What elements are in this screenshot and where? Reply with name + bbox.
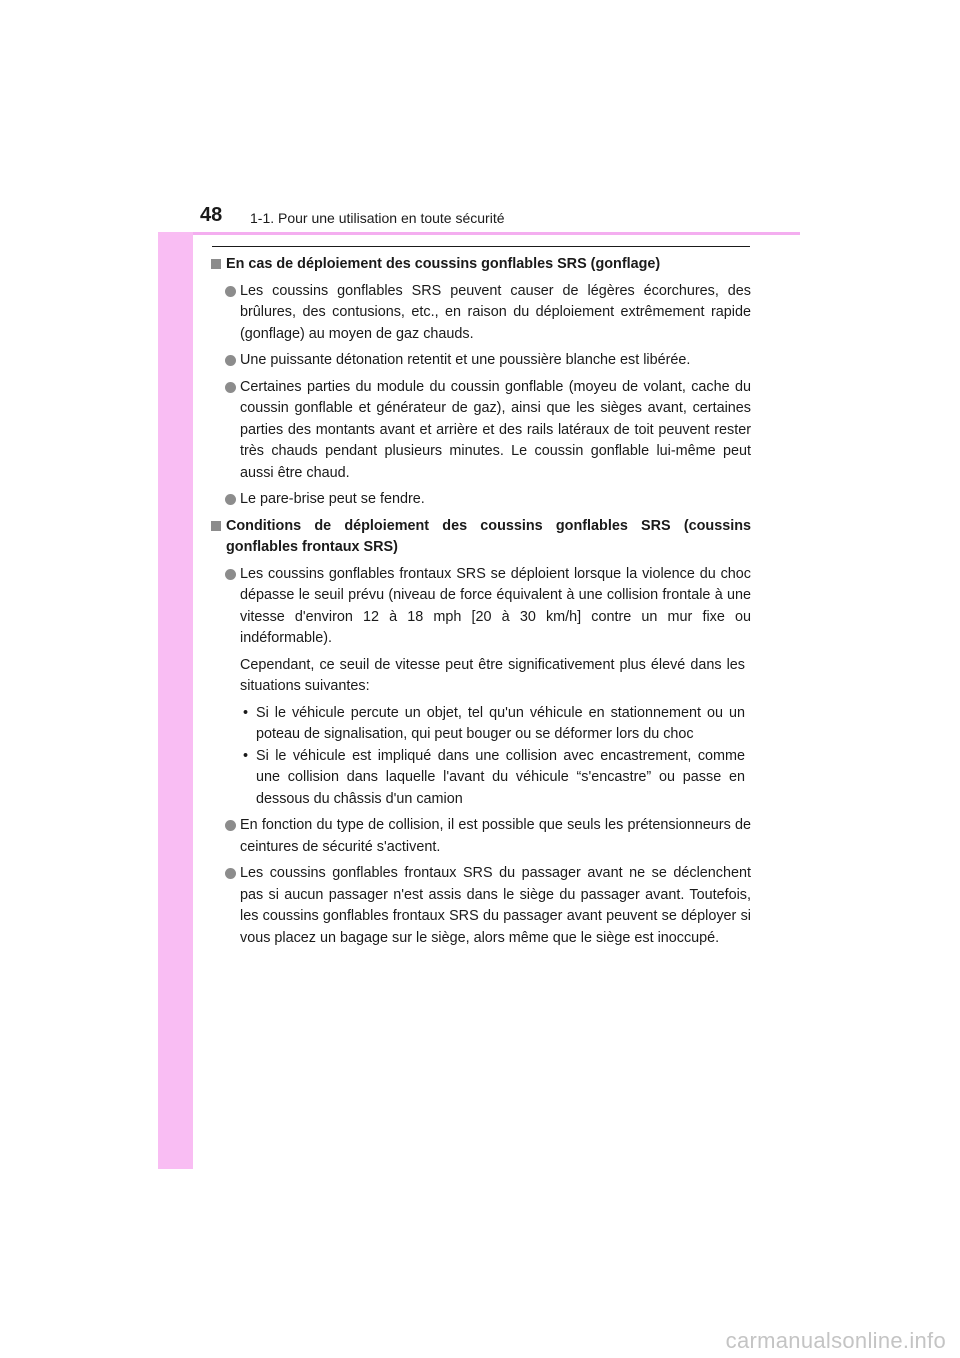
circle-bullet-icon (225, 382, 236, 393)
section-heading-text: En cas de déploiement des coussins gonflables SRS (gonflage) (226, 256, 661, 272)
side-tab (158, 186, 193, 1169)
sub-list-item-text: Si le véhicule percute un objet, tel qu'un véhicule en stationnement ou un poteau de signalisation, qui peut bouger ou se déformer lors du choc (256, 704, 745, 742)
circle-bullet-icon (225, 286, 236, 297)
list-item-text: Les coussins gonflables frontaux SRS se déploient lorsque la violence du choc dépasse le seuil prévu (niveau de force équivalent à une collision frontale à une vitesse d'environ 12 à 18 mph [20 à 30 km/h] contre un mur fixe ou indéformable). (240, 565, 751, 646)
section-heading (210, 254, 751, 276)
paragraph: Cependant, ce seuil de vitesse peut être significativement plus élevé dans les situations suivantes: (240, 656, 745, 694)
square-bullet-icon (211, 259, 221, 269)
sub-list-item-text: Si le véhicule est impliqué dans une collision avec encastrement, comme une collision dans laquelle l'avant du véhicule “s'encastre” ou passe en dessous du châssis d'un camion (256, 747, 745, 807)
sub-bullet-mark: • (243, 747, 249, 764)
list-item-text: Les coussins gonflables frontaux SRS du passager avant ne se déclenchent pas si aucun passager n'est assis dans le siège du passager avant. Toutefois, les coussins gonflables frontaux SRS du passager avant peuvent se déployer si vous placez un bagage sur le siège, alors même que le siège est inoccupé. (240, 865, 751, 946)
circle-bullet-icon (225, 868, 236, 879)
circle-bullet-icon (225, 569, 236, 580)
section-title: 1-1. Pour une utilisation en toute sécurité (250, 210, 505, 226)
sub-list-item (210, 746, 751, 811)
sub-list-item (210, 703, 751, 746)
list-item (210, 564, 751, 650)
page-content (210, 254, 751, 954)
list-item-text: Le pare-brise peut se fendre. (240, 491, 425, 507)
list-item-text: Certaines parties du module du coussin gonflable (moyeu de volant, cache du coussin gonflable et générateur de gaz), ainsi que les sièges avant, certaines parties des montants avant et arrière et des rails latéraux de toit peuvent rester très chauds pendant plusieurs minutes. Le coussin gonflable lui-même peut aussi être chaud. (240, 378, 751, 481)
section-heading-text: Conditions de déploiement des coussins gonflables SRS (coussins gonflables frontaux SRS) (226, 517, 751, 555)
list-item (210, 815, 751, 858)
sub-bullet-mark: • (243, 704, 249, 721)
list-item-text: Une puissante détonation retentit et une poussière blanche est libérée. (240, 352, 691, 368)
watermark: carmanualsonline.info (725, 1328, 946, 1353)
list-item (210, 863, 751, 949)
list-item (210, 281, 751, 346)
list-item (210, 489, 751, 511)
list-item-text: En fonction du type de collision, il est possible que seuls les prétensionneurs de ceintures de sécurité s'activent. (240, 817, 751, 855)
header-rule (193, 232, 800, 235)
list-item (210, 377, 751, 485)
circle-bullet-icon (225, 820, 236, 831)
content-divider (212, 246, 750, 247)
list-item-text: Les coussins gonflables SRS peuvent causer de légères écorchures, des brûlures, des contusions, etc., en raison du déploiement extrêmement rapide (gonflage) au moyen de gaz chauds. (240, 282, 751, 342)
list-item (210, 350, 751, 372)
page-number: 48 (200, 204, 223, 226)
circle-bullet-icon (225, 355, 236, 366)
circle-bullet-icon (225, 494, 236, 505)
section-heading (210, 516, 751, 559)
square-bullet-icon (211, 521, 221, 531)
